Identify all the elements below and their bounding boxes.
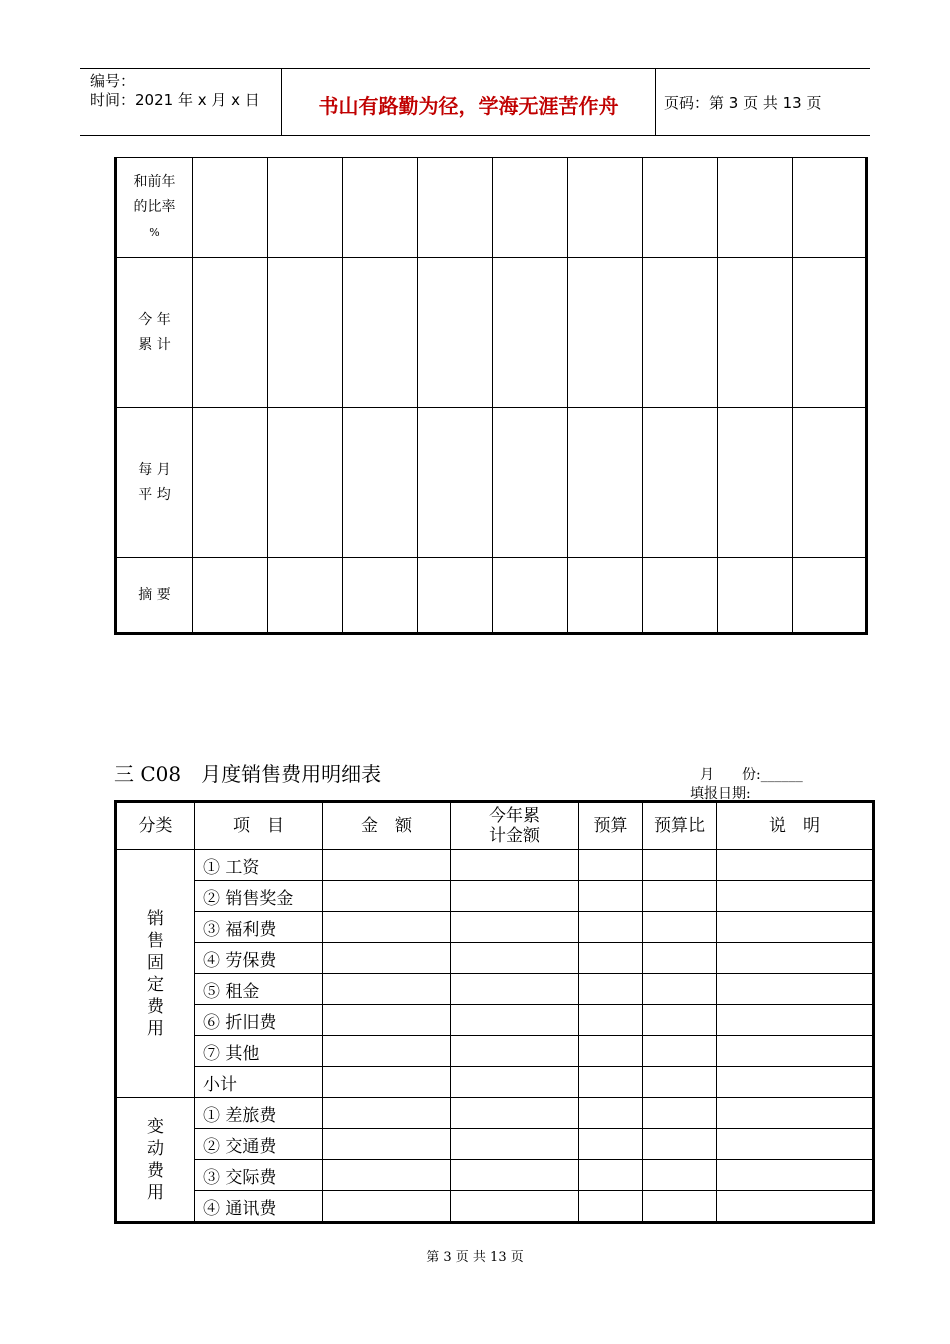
cumulative-cell[interactable]	[451, 1005, 579, 1036]
header-top-rule	[80, 68, 870, 69]
budget-cell[interactable]	[579, 1067, 643, 1098]
table-cell[interactable]	[643, 158, 718, 258]
budget-cell[interactable]	[579, 974, 643, 1005]
budget-ratio-cell[interactable]	[643, 1098, 717, 1129]
table-row	[116, 1191, 874, 1223]
header-remarks: 说 明	[717, 802, 874, 850]
budget-cell[interactable]	[579, 850, 643, 881]
table-cell[interactable]	[193, 558, 268, 634]
amount-cell[interactable]	[323, 850, 451, 881]
table-cell[interactable]	[718, 558, 793, 634]
item-label: ⑦ 其他	[195, 1036, 323, 1067]
category-char: 费	[147, 1160, 164, 1181]
table-row	[116, 258, 867, 408]
amount-cell[interactable]	[323, 1191, 451, 1223]
item-label: ④ 劳保费	[195, 943, 323, 974]
header-amount: 金 额	[323, 802, 451, 850]
budget-cell[interactable]	[579, 1160, 643, 1191]
label-line: 今 年	[138, 311, 171, 328]
table-cell[interactable]	[268, 158, 343, 258]
item-label: ① 差旅费	[195, 1098, 323, 1129]
table-row	[116, 850, 874, 881]
item-label: ② 销售奖金	[195, 881, 323, 912]
header-motto: 书山有路勤为径，学海无涯苦作舟	[318, 94, 619, 118]
table-row	[116, 943, 874, 974]
statistics-table	[114, 157, 868, 635]
header-budget: 预算	[579, 802, 643, 850]
fill-date-label: 填报日期:______	[690, 786, 793, 802]
table-row	[116, 558, 867, 634]
table-row	[116, 158, 867, 258]
header-line: 计金额	[489, 826, 540, 846]
label-line: 累 计	[138, 336, 171, 353]
month-label: 月 份:______	[700, 767, 803, 783]
header-item: 项 目	[195, 802, 323, 850]
table-cell[interactable]	[718, 408, 793, 558]
table-cell[interactable]	[493, 258, 568, 408]
budget-cell[interactable]	[579, 1036, 643, 1067]
header-cumulative-amount	[451, 802, 579, 850]
header-line: 今年累	[489, 806, 540, 826]
table-cell[interactable]	[418, 158, 493, 258]
budget-cell[interactable]	[579, 1129, 643, 1160]
table-row	[116, 1160, 874, 1191]
amount-cell[interactable]	[323, 881, 451, 912]
amount-cell[interactable]	[323, 1098, 451, 1129]
table-cell[interactable]	[568, 158, 643, 258]
row-label-cumulative	[116, 258, 193, 408]
table-row	[116, 1067, 874, 1098]
budget-ratio-cell[interactable]	[643, 881, 717, 912]
table-cell[interactable]	[718, 158, 793, 258]
table-cell[interactable]	[268, 408, 343, 558]
sales-expense-table	[114, 800, 875, 1224]
table-cell[interactable]	[643, 408, 718, 558]
table-cell[interactable]	[493, 558, 568, 634]
remarks-cell[interactable]	[717, 1036, 874, 1067]
label-line: %	[149, 226, 160, 239]
item-label: ④ 通讯费	[195, 1191, 323, 1223]
table-cell[interactable]	[493, 158, 568, 258]
remarks-cell[interactable]	[717, 1005, 874, 1036]
table-cell[interactable]	[343, 558, 418, 634]
budget-ratio-cell[interactable]	[643, 1160, 717, 1191]
amount-cell[interactable]	[323, 1036, 451, 1067]
category-char: 销	[147, 908, 164, 929]
label-line: 每 月	[138, 461, 171, 478]
item-label: ① 工资	[195, 850, 323, 881]
table-cell[interactable]	[268, 558, 343, 634]
table-cell[interactable]	[793, 258, 867, 408]
remarks-cell[interactable]	[717, 974, 874, 1005]
table-cell[interactable]	[643, 558, 718, 634]
row-label-ratio	[116, 158, 193, 258]
cumulative-cell[interactable]	[451, 1191, 579, 1223]
cumulative-cell[interactable]	[451, 1067, 579, 1098]
header-row	[116, 802, 874, 850]
cumulative-cell[interactable]	[451, 881, 579, 912]
budget-ratio-cell[interactable]	[643, 1067, 717, 1098]
header-category: 分类	[116, 802, 195, 850]
table-cell[interactable]	[418, 558, 493, 634]
category-char: 费	[147, 996, 164, 1017]
budget-ratio-cell[interactable]	[643, 912, 717, 943]
row-label-summary	[116, 558, 193, 634]
serial-label: 编号：	[90, 72, 136, 90]
category-char: 用	[147, 1182, 164, 1203]
header-divider-right	[655, 68, 656, 135]
cumulative-cell[interactable]	[451, 943, 579, 974]
budget-ratio-cell[interactable]	[643, 1129, 717, 1160]
table-row	[116, 1005, 874, 1036]
item-label: ② 交通费	[195, 1129, 323, 1160]
table-cell[interactable]	[793, 558, 867, 634]
section-title: 三 C08 月度销售费用明细表	[114, 762, 382, 786]
category-char: 定	[147, 974, 164, 995]
amount-cell[interactable]	[323, 1067, 451, 1098]
table-cell[interactable]	[418, 258, 493, 408]
category-char: 变	[147, 1116, 164, 1137]
cumulative-cell[interactable]	[451, 1160, 579, 1191]
item-label: ③ 福利费	[195, 912, 323, 943]
remarks-cell[interactable]	[717, 850, 874, 881]
item-label: ⑥ 折旧费	[195, 1005, 323, 1036]
budget-ratio-cell[interactable]	[643, 943, 717, 974]
table-row	[116, 881, 874, 912]
table-cell[interactable]	[568, 408, 643, 558]
table-row	[116, 408, 867, 558]
amount-cell[interactable]	[323, 1160, 451, 1191]
item-label: ③ 交际费	[195, 1160, 323, 1191]
label-line: 摘 要	[138, 586, 171, 603]
amount-cell[interactable]	[323, 974, 451, 1005]
page-info: 页码：第 3 页 共 13 页	[664, 94, 822, 112]
table-cell[interactable]	[343, 408, 418, 558]
remarks-cell[interactable]	[717, 1067, 874, 1098]
remarks-cell[interactable]	[717, 1129, 874, 1160]
table-cell[interactable]	[343, 158, 418, 258]
table-cell[interactable]	[568, 558, 643, 634]
label-line: 和前年	[133, 174, 176, 190]
table-cell[interactable]	[568, 258, 643, 408]
cumulative-cell[interactable]	[451, 850, 579, 881]
category-char: 动	[147, 1138, 164, 1159]
budget-cell[interactable]	[579, 1191, 643, 1223]
cumulative-cell[interactable]	[451, 1098, 579, 1129]
table-cell[interactable]	[418, 408, 493, 558]
remarks-cell[interactable]	[717, 1191, 874, 1223]
category-variable-expenses	[116, 1098, 195, 1223]
table-cell[interactable]	[193, 258, 268, 408]
cumulative-cell[interactable]	[451, 974, 579, 1005]
budget-ratio-cell[interactable]	[643, 1036, 717, 1067]
amount-cell[interactable]	[323, 943, 451, 974]
table-cell[interactable]	[793, 408, 867, 558]
table-cell[interactable]	[793, 158, 867, 258]
budget-ratio-cell[interactable]	[643, 1191, 717, 1223]
header-budget-ratio: 预算比	[643, 802, 717, 850]
item-label: ⑤ 租金	[195, 974, 323, 1005]
table-cell[interactable]	[718, 258, 793, 408]
budget-cell[interactable]	[579, 1005, 643, 1036]
budget-ratio-cell[interactable]	[643, 850, 717, 881]
item-label: 小计	[195, 1067, 323, 1098]
amount-cell[interactable]	[323, 912, 451, 943]
table-cell[interactable]	[268, 258, 343, 408]
amount-cell[interactable]	[323, 1129, 451, 1160]
header-bottom-rule	[80, 135, 870, 136]
table-cell[interactable]	[493, 408, 568, 558]
page-footer: 第 3 页 共 13 页	[426, 1250, 524, 1265]
category-char: 售	[147, 930, 164, 951]
budget-cell[interactable]	[579, 912, 643, 943]
remarks-cell[interactable]	[717, 1098, 874, 1129]
cumulative-cell[interactable]	[451, 1036, 579, 1067]
table-cell[interactable]	[193, 158, 268, 258]
table-cell[interactable]	[643, 258, 718, 408]
budget-ratio-cell[interactable]	[643, 1005, 717, 1036]
remarks-cell[interactable]	[717, 943, 874, 974]
budget-cell[interactable]	[579, 943, 643, 974]
remarks-cell[interactable]	[717, 881, 874, 912]
table-cell[interactable]	[193, 408, 268, 558]
budget-cell[interactable]	[579, 881, 643, 912]
category-char: 用	[147, 1018, 164, 1039]
budget-ratio-cell[interactable]	[643, 974, 717, 1005]
table-row	[116, 1098, 874, 1129]
label-line: 平 均	[138, 486, 171, 503]
table-row	[116, 1036, 874, 1067]
remarks-cell[interactable]	[717, 1160, 874, 1191]
time-label: 时间：2021 年 x 月 x 日	[90, 91, 260, 109]
category-char: 固	[147, 952, 164, 973]
row-label-monthly-average	[116, 408, 193, 558]
table-row	[116, 974, 874, 1005]
budget-cell[interactable]	[579, 1098, 643, 1129]
table-row	[116, 912, 874, 943]
amount-cell[interactable]	[323, 1005, 451, 1036]
table-cell[interactable]	[343, 258, 418, 408]
cumulative-cell[interactable]	[451, 1129, 579, 1160]
label-line: 的比率	[133, 199, 176, 215]
category-fixed-expenses	[116, 850, 195, 1098]
table-row	[116, 1129, 874, 1160]
cumulative-cell[interactable]	[451, 912, 579, 943]
remarks-cell[interactable]	[717, 912, 874, 943]
